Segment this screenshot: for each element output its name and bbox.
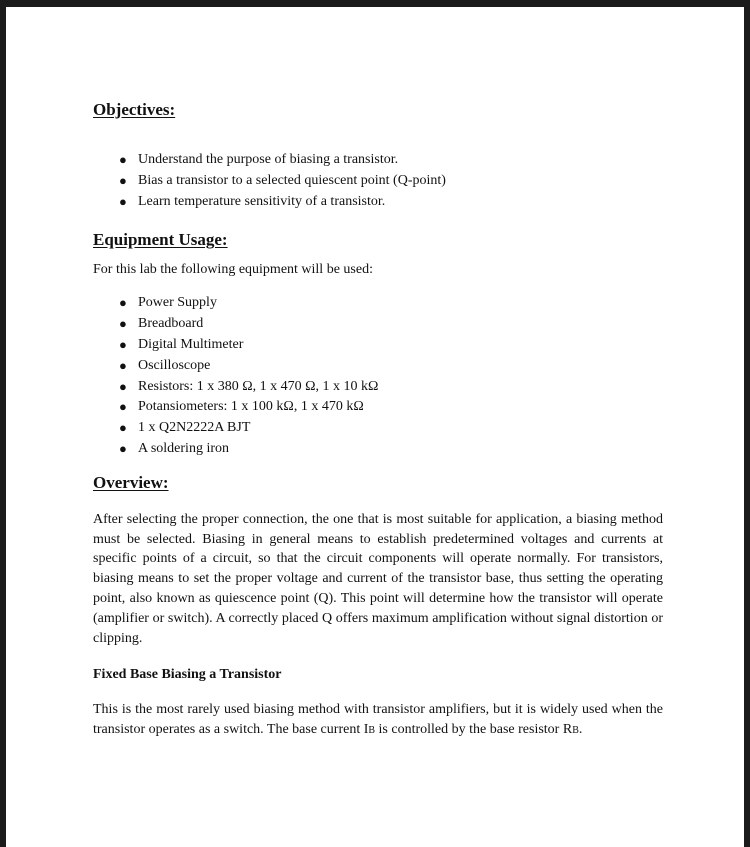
bullet-icon: ● [119, 357, 127, 373]
bullet-icon: ● [119, 316, 127, 332]
bullet-icon: ● [119, 193, 127, 209]
bullet-icon: ● [119, 295, 127, 311]
list-item: ● Understand the purpose of biasing a transistor. [93, 150, 663, 171]
fixed-base-heading: Fixed Base Biasing a Transistor [93, 667, 282, 683]
bullet-icon: ● [119, 152, 127, 167]
document-page [6, 7, 744, 847]
list-item: ● Bias a transistor to a selected quiescent point (Q-point) [93, 171, 663, 192]
list-item: ● Potansiometers: 1 x 100 kΩ, 1 x 470 kΩ [93, 397, 663, 418]
bullet-icon: ● [119, 420, 127, 436]
page-content [93, 99, 663, 741]
equipment-list [93, 293, 663, 459]
bullet-icon: ● [119, 440, 127, 456]
list-item: ● Power Supply [93, 293, 663, 314]
list-item: ● Breadboard [93, 314, 663, 335]
list-item: ● A soldering iron [93, 439, 663, 460]
bullet-icon: ● [119, 336, 127, 352]
objectives-heading: Objectives: [93, 100, 176, 119]
fixed-base-paragraph: This is the most rarely used biasing method with transistor amplifiers, but it is widely used when the transistor operates as a switch. The base current IB is controlled by the base resistor RB. [93, 702, 663, 738]
equipment-intro: For this lab the following equipment will be used: [93, 262, 373, 278]
bullet-icon: ● [119, 172, 127, 188]
bullet-icon: ● [119, 378, 127, 394]
rb-subscript: B [572, 725, 579, 737]
list-item: ● Learn temperature sensitivity of a transistor. [93, 192, 663, 213]
list-item: ● Resistors: 1 x 380 Ω, 1 x 470 Ω, 1 x 10 kΩ [93, 377, 663, 398]
equipment-heading: Equipment Usage: [93, 230, 228, 250]
list-item: ● Oscilloscope [93, 356, 663, 377]
objectives-list [93, 150, 663, 212]
ib-subscript: B [368, 725, 376, 737]
bullet-icon: ● [119, 399, 127, 415]
overview-heading: Overview: [93, 472, 169, 492]
overview-paragraph: After selecting the proper connection, the one that is most suitable for application, a biasing method must be selected. Biasing in general means to establish predetermined voltages and currents at specific points of a circuit, so that the circuit components will operate normally. For transistors, biasing means to set the proper voltage and current of the transistor base, thus setting the operating point, also known as quiescence point (Q). This point will determine how the transistor will operate (amplifier or switch). A correctly placed Q offers maximum amplification without signal distortion or clipping. [93, 511, 663, 646]
list-item: ● 1 x Q2N2222A BJT [93, 418, 663, 439]
list-item: ● Digital Multimeter [93, 335, 663, 356]
